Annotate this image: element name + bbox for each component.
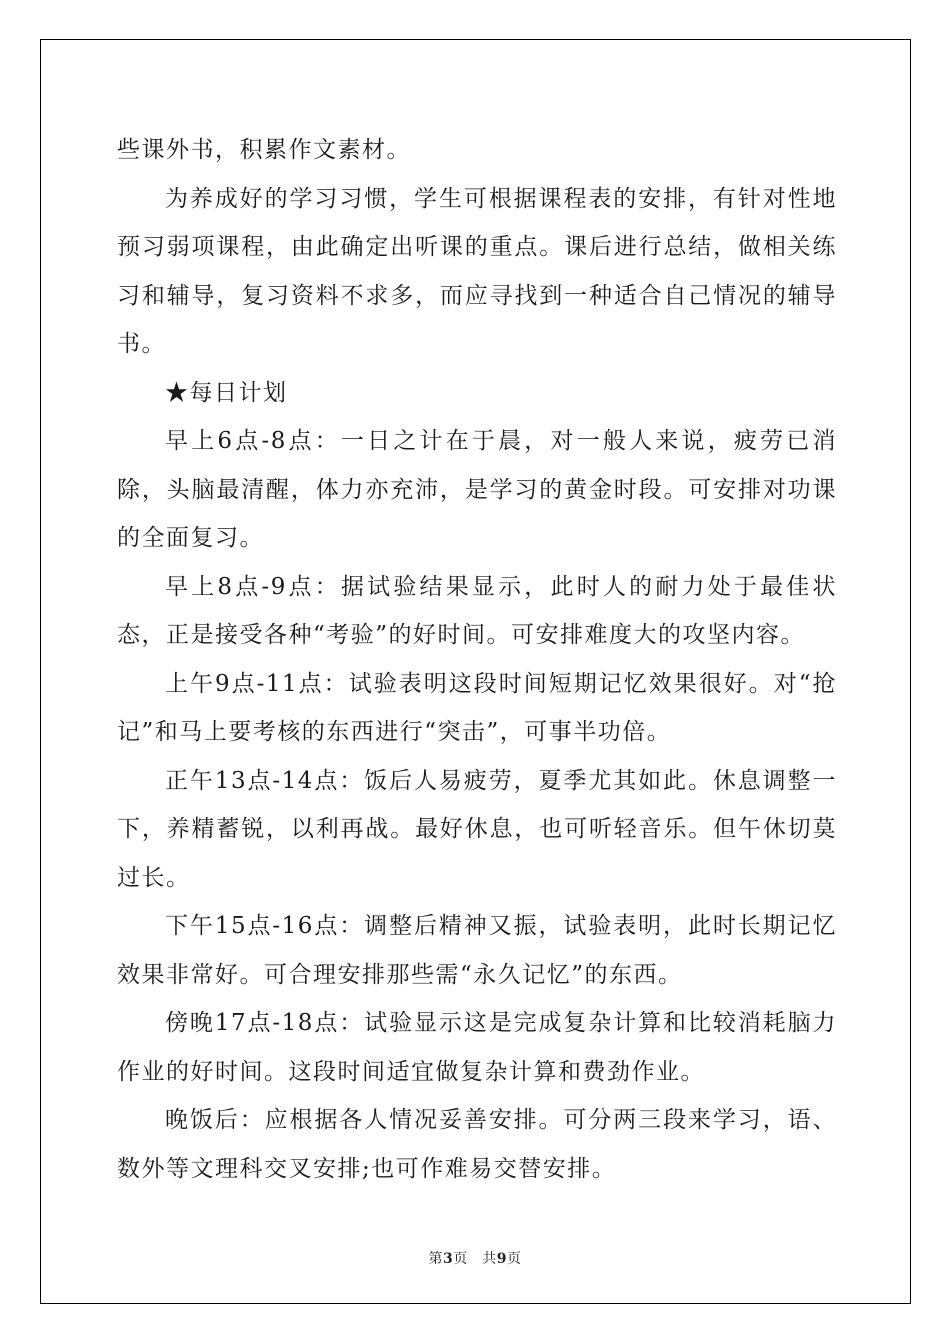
schedule-item-15-16: 下午15点-16点：调整后精神又振，试验表明，此时长期记忆效果非常好。可合理安排那些需“永久记忆”的东西。 [117,913,837,988]
document-body [117,126,837,1193]
footer-total-pages: 9 [496,1251,507,1267]
schedule-item-9-11: 上午9点-11点：试验表明这段时间短期记忆效果很好。对“抢记”和马上要考核的东西进行“突击”，可事半功倍。 [117,670,837,745]
page-footer [0,1248,950,1268]
schedule-item-6-8: 早上6点-8点：一日之计在于晨，对一般人来说，疲劳已消除，头脑最清醒，体力亦充沛，是学习的黄金时段。可安排对功课的全面复习。 [117,428,837,551]
footer-current-page: 3 [443,1251,454,1267]
footer-prefix: 第 [428,1251,443,1267]
schedule-item-evening: 晚饭后：应根据各人情况妥善安排。可分两三段来学习，语、数外等文理科交叉安排;也可作难易交替安排。 [117,1107,837,1182]
schedule-item-13-14: 正午13点-14点：饭后人易疲劳，夏季尤其如此。休息调整一下，养精蓄锐，以利再战。最好休息，也可听轻音乐。但午休切莫过长。 [117,767,837,891]
schedule-item-8-9: 早上8点-9点：据试验结果显示，此时人的耐力处于最佳状态，正是接受各种“考验”的好时间。可安排难度大的攻坚内容。 [117,573,837,648]
paragraph-study-habits: 为养成好的学习习惯，学生可根据课程表的安排，有针对性地预习弱项课程，由此确定出听课的重点。课后进行总结，做相关练习和辅导，复习资料不求多，而应寻找到一种适合自己情况的辅导书。 [117,185,837,357]
footer-middle: 页 共 [453,1251,497,1267]
section-heading-daily-plan: ★每日计划 [165,379,288,406]
paragraph-continuation: 些课外书，积累作文素材。 [117,137,411,163]
footer-suffix: 页 [507,1251,522,1267]
schedule-item-17-18: 傍晚17点-18点：试验显示这是完成复杂计算和比较消耗脑力作业的好时间。这段时间适宜做复杂计算和费劲作业。 [117,1010,837,1085]
